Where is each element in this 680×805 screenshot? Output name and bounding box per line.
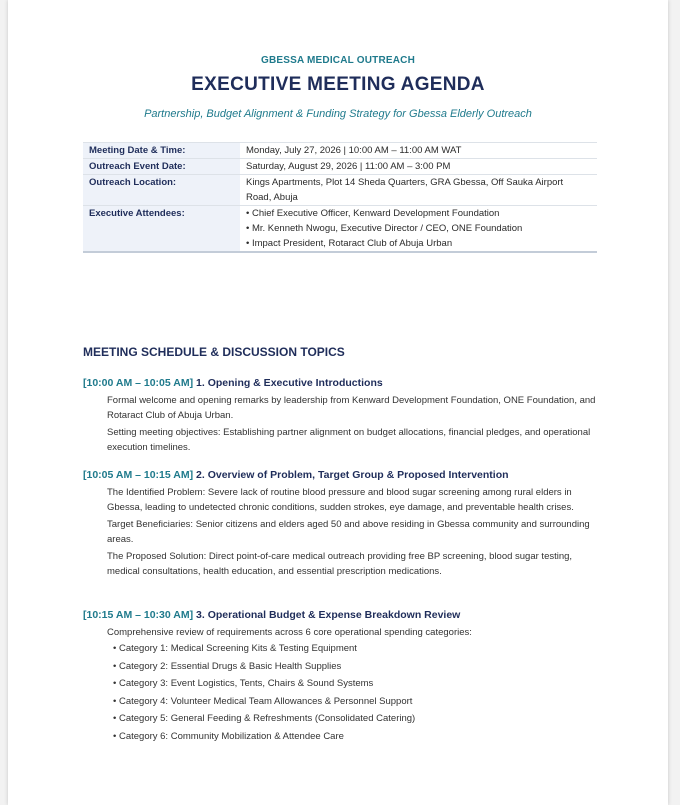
agenda-item-heading bbox=[83, 467, 603, 483]
agenda-item-paragraph: Target Beneficiaries: Senior citizens and elders aged 50 and above residing in Gbessa community and surrounding areas. bbox=[107, 519, 590, 545]
attendees-list bbox=[246, 206, 591, 251]
outreach-date-value: Saturday, August 29, 2026 | 11:00 AM – 3:00 PM bbox=[240, 159, 597, 175]
agenda-item-time: [10:05 AM – 10:15 AM] bbox=[83, 469, 194, 481]
budget-category-item: • Category 6: Community Mobilization & Attendee Care bbox=[113, 730, 344, 742]
agenda-item-time: [10:00 AM – 10:05 AM] bbox=[83, 377, 194, 389]
agenda-item-title: 1. Opening & Executive Introductions bbox=[196, 377, 383, 389]
table-row bbox=[83, 159, 597, 175]
attendees-label: Executive Attendees: bbox=[83, 206, 240, 253]
document-page bbox=[8, 0, 668, 805]
agenda-item-2 bbox=[83, 467, 603, 579]
table-row bbox=[83, 143, 597, 159]
agenda-item-heading bbox=[83, 375, 603, 391]
outreach-date-label: Outreach Event Date: bbox=[83, 159, 240, 175]
agenda-item-time: [10:15 AM – 10:30 AM] bbox=[83, 609, 194, 621]
budget-category-item: • Category 1: Medical Screening Kits & Testing Equipment bbox=[113, 643, 357, 654]
agenda-item-3 bbox=[83, 607, 603, 745]
agenda-item-title: 2. Overview of Problem, Target Group & Proposed Intervention bbox=[196, 469, 509, 481]
meeting-date-value: Monday, July 27, 2026 | 10:00 AM – 11:00 AM WAT bbox=[240, 143, 597, 159]
agenda-item-paragraph: The Proposed Solution: Direct point-of-care medical outreach providing free BP screening, blood sugar testing, medical consultations, health education, and essential prescription medications. bbox=[107, 551, 573, 577]
agenda-item-heading bbox=[83, 607, 603, 623]
attendees-value bbox=[240, 206, 597, 253]
agenda-item-paragraph: The Identified Problem: Severe lack of routine blood pressure and blood sugar screening among rural elders in Gbessa, leading to undetected chronic conditions, sudden strokes, eye damage, and preventable health crises. bbox=[107, 487, 574, 513]
budget-category-item: • Category 2: Essential Drugs & Basic Health Supplies bbox=[113, 660, 342, 672]
meeting-details-table bbox=[83, 142, 597, 253]
agenda-item-1 bbox=[83, 375, 603, 455]
agenda-item-paragraph: Comprehensive review of requirements across 6 core operational spending categories: bbox=[107, 627, 472, 638]
document-title: EXECUTIVE MEETING AGENDA bbox=[191, 74, 485, 95]
document-subtitle: Partnership, Budget Alignment & Funding Strategy for Gbessa Elderly Outreach bbox=[144, 108, 532, 120]
table-row bbox=[83, 206, 597, 253]
agenda-item-paragraph: Formal welcome and opening remarks by leadership from Kenward Development Foundation, ONE Foundation, and Rotaract Club of Abuja Urban. bbox=[107, 395, 596, 421]
attendee-item: • Chief Executive Officer, Kenward Development Foundation bbox=[246, 208, 500, 219]
budget-category-item: • Category 5: General Feeding & Refreshments (Consolidated Catering) bbox=[113, 713, 416, 724]
attendee-item: • Impact President, Rotaract Club of Abuja Urban bbox=[246, 238, 453, 249]
budget-category-item: • Category 4: Volunteer Medical Team Allowances & Personnel Support bbox=[113, 695, 413, 707]
table-row bbox=[83, 175, 597, 206]
outreach-location-value: Kings Apartments, Plot 14 Sheda Quarters, GRA Gbessa, Off Sauka Airport Road, Abuja bbox=[240, 175, 597, 206]
outreach-location-label: Outreach Location: bbox=[83, 175, 240, 206]
agenda-item-paragraph: Setting meeting objectives: Establishing partner alignment on budget allocations, financial pledges, and operational execution timelines. bbox=[107, 427, 591, 453]
organization-name: GBESSA MEDICAL OUTREACH bbox=[260, 55, 416, 66]
agenda-item-title: 3. Operational Budget & Expense Breakdown Review bbox=[196, 609, 461, 621]
attendee-item: • Mr. Kenneth Nwogu, Executive Director / CEO, ONE Foundation bbox=[246, 223, 523, 234]
schedule-heading: MEETING SCHEDULE & DISCUSSION TOPICS bbox=[83, 345, 345, 359]
budget-category-item: • Category 3: Event Logistics, Tents, Chairs & Sound Systems bbox=[113, 678, 374, 689]
meeting-date-label: Meeting Date & Time: bbox=[83, 143, 240, 159]
